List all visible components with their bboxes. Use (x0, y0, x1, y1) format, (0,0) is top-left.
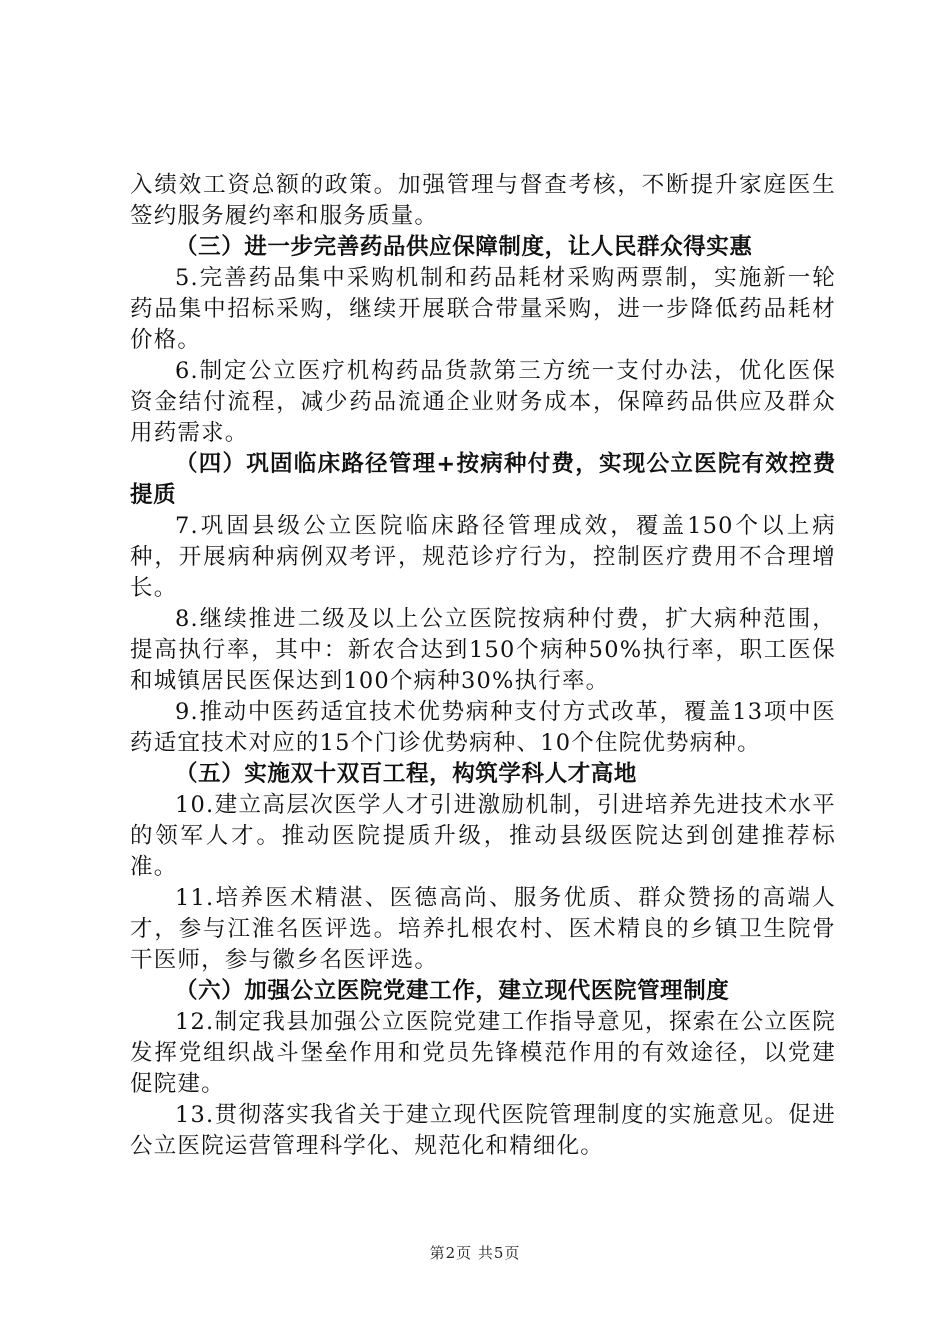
section-heading-3: （三）进一步完善药品供应保障制度，让人民群众得实惠 (175, 234, 753, 260)
section-heading-4: （四）巩固临床路径管理+按病种付费，实现公立医院有效控费提质 (130, 451, 836, 508)
body-paragraph-item-11: 11.培养医术精湛、医德高尚、服务优质、群众赞扬的高端人才，参与江淮名医评选。培养扎根农村、医术精良的乡镇卫生院骨干医师，参与徽乡名医评选。 (130, 885, 836, 973)
body-paragraph-item-12: 12.制定我县加强公立医院党建工作指导意见，探索在公立医院发挥党组织战斗堡垒作用和党员先锋模范作用的有效途径，以党建促院建。 (130, 1009, 836, 1097)
body-paragraph-continuation: 入绩效工资总额的政策。加强管理与督查考核，不断提升家庭医生签约服务履约率和服务质量。 (130, 172, 836, 229)
page-number-footer: 第2页 共5页 (429, 1244, 521, 1262)
body-paragraph-item-8: 8.继续推进二级及以上公立医院按病种付费，扩大病种范围，提高执行率，其中：新农合达到150个病种50%执行率，职工医保和城镇居民医保达到100个病种30%执行率。 (130, 606, 836, 694)
body-paragraph-item-10: 10.建立高层次医学人才引进激励机制，引进培养先进技术水平的领军人才。推动医院提质升级，推动县级医院达到创建推荐标准。 (130, 792, 836, 880)
body-paragraph-item-6: 6.制定公立医疗机构药品货款第三方统一支付办法，优化医保资金结付流程，减少药品流通企业财务成本，保障药品供应及群众用药需求。 (130, 358, 836, 446)
body-paragraph-item-13: 13.贯彻落实我省关于建立现代医院管理制度的实施意见。促进公立医院运营管理科学化、规范化和精细化。 (130, 1102, 836, 1159)
document-body (130, 170, 836, 1162)
body-paragraph-item-5: 5.完善药品集中采购机制和药品耗材采购两票制，实施新一轮药品集中招标采购，继续开展联合带量采购，进一步降低药品耗材价格。 (130, 265, 836, 353)
section-heading-6: （六）加强公立医院党建工作，建立现代医院管理制度 (175, 978, 730, 1004)
body-paragraph-item-9: 9.推动中医药适宜技术优势病种支付方式改革，覆盖13项中医药适宜技术对应的15个门诊优势病种、10个住院优势病种。 (130, 699, 836, 756)
section-heading-5: （五）实施双十双百工程，构筑学科人才高地 (175, 761, 638, 787)
body-paragraph-item-7: 7.巩固县级公立医院临床路径管理成效，覆盖150个以上病种，开展病种病例双考评，规范诊疗行为，控制医疗费用不合理增长。 (130, 513, 836, 601)
